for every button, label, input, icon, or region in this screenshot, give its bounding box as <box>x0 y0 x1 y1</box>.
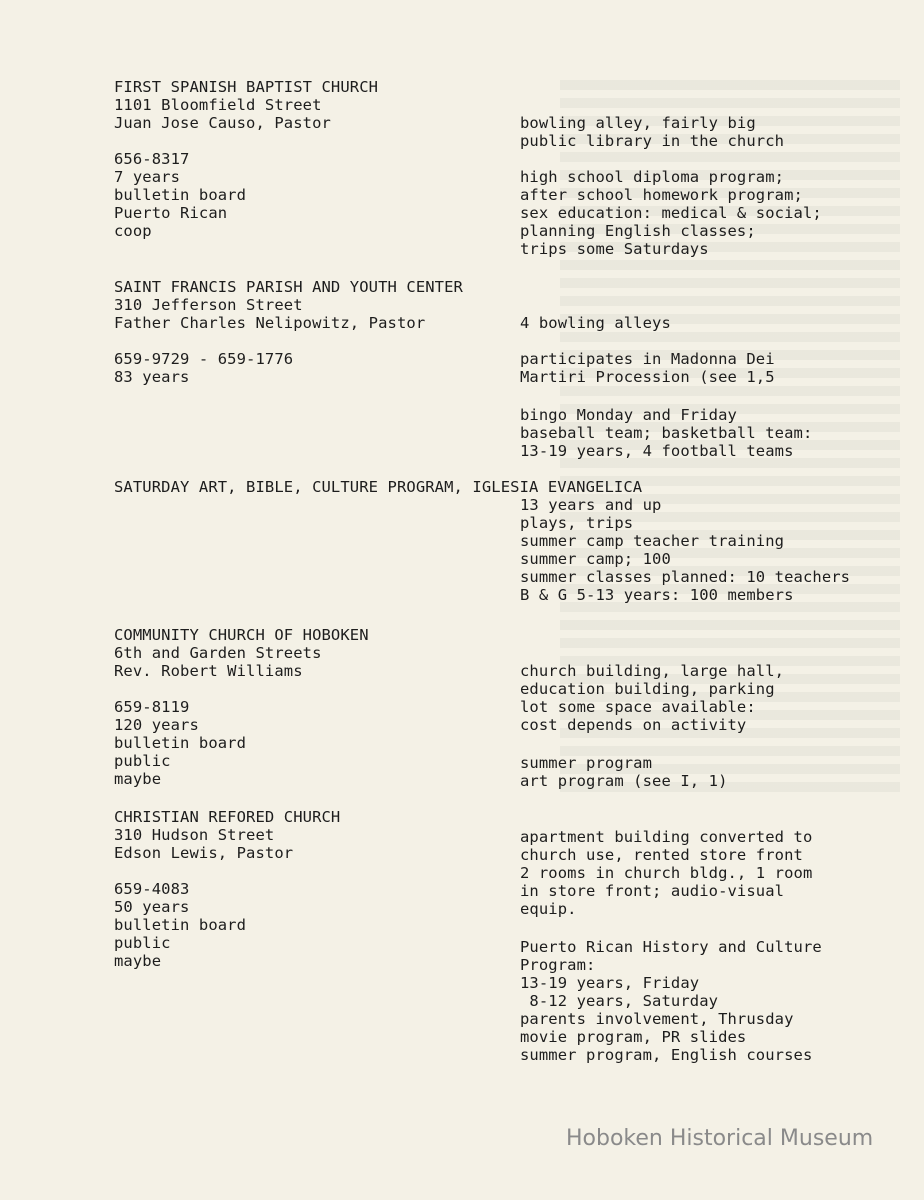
left-text-line: 7 years <box>114 168 181 186</box>
left-text-line: 1101 Bloomfield Street <box>114 96 322 114</box>
left-text-line: maybe <box>114 952 162 970</box>
left-text-line: 310 Hudson Street <box>114 826 275 844</box>
right-text-line: movie program, PR slides <box>520 1028 747 1046</box>
right-text-line: 13 years and up <box>520 496 662 514</box>
right-text-line: church building, large hall, <box>520 662 785 680</box>
left-text-line: 6th and Garden Streets <box>114 644 322 662</box>
right-text-line: high school diploma program; <box>520 168 785 186</box>
right-text-line: in store front; audio-visual <box>520 882 785 900</box>
right-text-line: participates in Madonna Dei <box>520 350 775 368</box>
right-text-line: baseball team; basketball team: <box>520 424 813 442</box>
right-text-line: equip. <box>520 900 577 918</box>
right-text-line: summer program <box>520 754 653 772</box>
left-text-line: coop <box>114 222 152 240</box>
right-text-line: Puerto Rican History and Culture <box>520 938 822 956</box>
left-text-line: maybe <box>114 770 162 788</box>
right-text-line: plays, trips <box>520 514 634 532</box>
left-text-line: 50 years <box>114 898 190 916</box>
right-text-line: summer camp teacher training <box>520 532 785 550</box>
right-text-line: art program (see I, 1) <box>520 772 728 790</box>
left-text-line: 656-8317 <box>114 150 190 168</box>
right-text-line: cost depends on activity <box>520 716 747 734</box>
right-text-line: planning English classes; <box>520 222 756 240</box>
right-text-line: B & G 5-13 years: 100 members <box>520 586 794 604</box>
right-text-line: 13-19 years, Friday <box>520 974 700 992</box>
left-text-line: 120 years <box>114 716 199 734</box>
right-text-line: parents involvement, Thrusday <box>520 1010 794 1028</box>
left-text-line: SAINT FRANCIS PARISH AND YOUTH CENTER <box>114 278 463 296</box>
left-text-line: COMMUNITY CHURCH OF HOBOKEN <box>114 626 369 644</box>
right-text-line: 13-19 years, 4 football teams <box>520 442 794 460</box>
right-text-line: Martiri Procession (see 1,5 <box>520 368 775 386</box>
left-text-line: public <box>114 934 171 952</box>
left-text-line: FIRST SPANISH BAPTIST CHURCH <box>114 78 379 96</box>
right-text-line: sex education: medical & social; <box>520 204 822 222</box>
right-text-line: public library in the church <box>520 132 785 150</box>
right-text-line: church use, rented store front <box>520 846 803 864</box>
left-text-line: bulletin board <box>114 734 247 752</box>
left-text-line: SATURDAY ART, BIBLE, CULTURE PROGRAM, IGLESIA EVANGELICA <box>114 478 643 496</box>
left-text-line: bulletin board <box>114 186 247 204</box>
left-text-line: bulletin board <box>114 916 247 934</box>
left-text-line: Juan Jose Causo, Pastor <box>114 114 331 132</box>
right-text-line: Program: <box>520 956 596 974</box>
left-text-line: 659-4083 <box>114 880 190 898</box>
left-text-line: public <box>114 752 171 770</box>
left-text-line: 659-9729 - 659-1776 <box>114 350 294 368</box>
left-text-line: 310 Jefferson Street <box>114 296 303 314</box>
right-text-line: summer program, English courses <box>520 1046 813 1064</box>
right-text-line: lot some space available: <box>520 698 756 716</box>
left-text-line: 83 years <box>114 368 190 386</box>
right-text-line: summer camp; 100 <box>520 550 671 568</box>
right-text-line: 8-12 years, Saturday <box>520 992 719 1010</box>
right-text-line: education building, parking <box>520 680 775 698</box>
left-text-line: Rev. Robert Williams <box>114 662 303 680</box>
right-text-line: 4 bowling alleys <box>520 314 671 332</box>
right-text-line: summer classes planned: 10 teachers <box>520 568 851 586</box>
right-text-line: apartment building converted to <box>520 828 813 846</box>
left-text-line: CHRISTIAN REFORED CHURCH <box>114 808 341 826</box>
left-text-line: Edson Lewis, Pastor <box>114 844 294 862</box>
right-text-line: bowling alley, fairly big <box>520 114 756 132</box>
left-text-line: 659-8119 <box>114 698 190 716</box>
right-text-line: bingo Monday and Friday <box>520 406 737 424</box>
museum-watermark: Hoboken Historical Museum <box>566 1126 874 1151</box>
right-text-line: after school homework program; <box>520 186 803 204</box>
right-text-line: 2 rooms in church bldg., 1 room <box>520 864 813 882</box>
left-text-line: Father Charles Nelipowitz, Pastor <box>114 314 426 332</box>
right-text-line: trips some Saturdays <box>520 240 709 258</box>
left-text-line: Puerto Rican <box>114 204 228 222</box>
